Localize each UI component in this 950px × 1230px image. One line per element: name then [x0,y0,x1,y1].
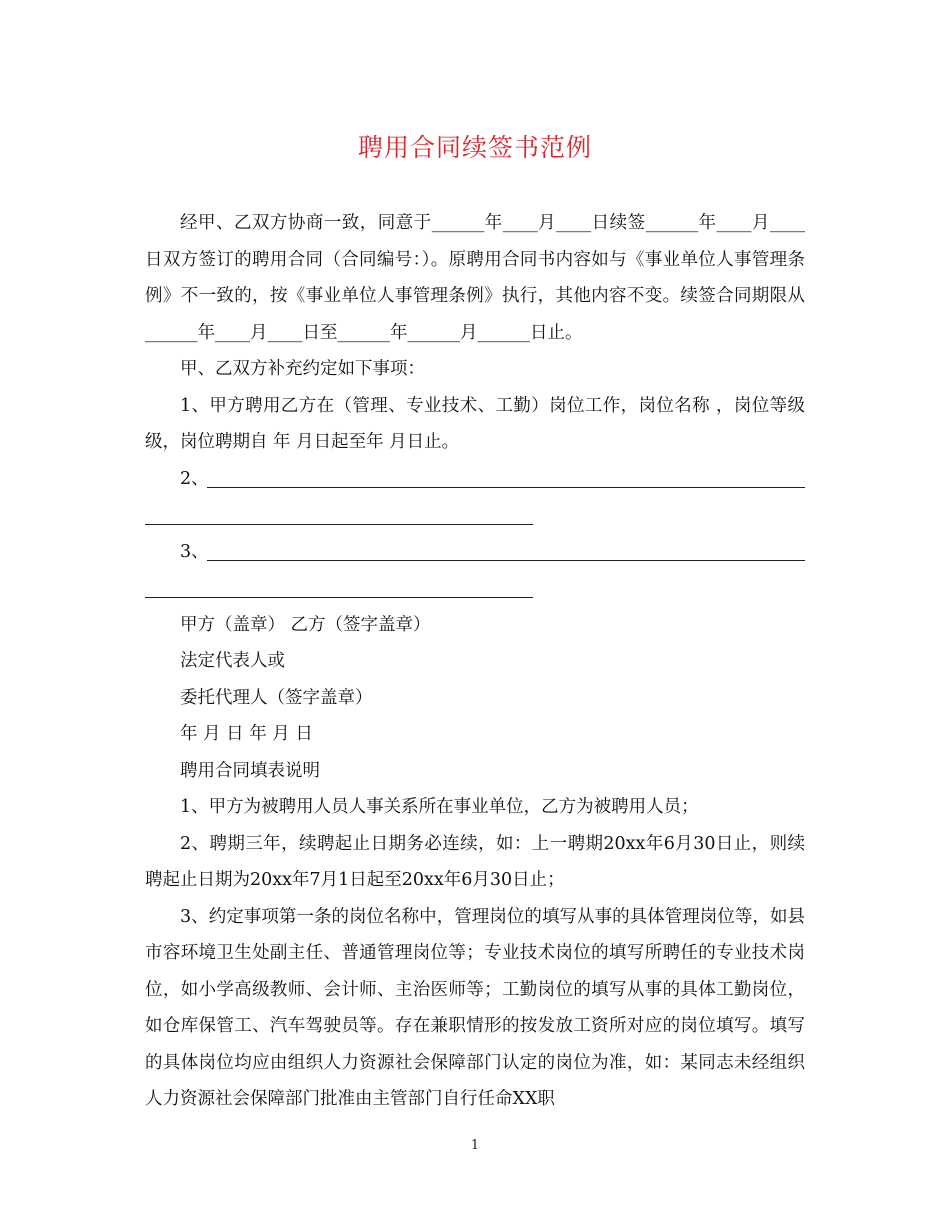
instruction-2: 2、聘期三年，续聘起止日期务必连续，如：上一聘期20xx年6月30日止，则续聘起止日期为20xx年7月1日起至20xx年6月30日止； [145,833,805,890]
item-3-underline [207,560,805,561]
item-2-underline-continued [145,524,533,525]
paragraph-renewal: 经甲、乙双方协商一致，同意于______年____月____日续签______年____月____日双方签订的聘用合同（合同编号：）。原聘用合同书内容如与《事业单位人事管理条例》不一致的，按《事业单位人事管理条例》执行，其他内容不变。续签合同期限从______年____月____日至______年______月______日止。 [145,213,805,343]
document-body [145,205,805,1118]
paragraph-supplement-intro: 甲、乙双方补充约定如下事项： [180,359,425,379]
instruction-3: 3、约定事项第一条的岗位名称中，管理岗位的填写从事的具体管理岗位等，如县市容环境卫生处副主任、普通管理岗位等；专业技术岗位的填写所聘任的专业技术岗位，如小学高级教师、会计师、主治医师等；工勤岗位的填写从事的具体工勤岗位，如仓库保管工、汽车驾驶员等。存在兼职情形的按发放工资所对应的岗位填写。填写的具体岗位均应由组织人力资源社会保障部门认定的岗位为准，如：某同志未经组织人力资源社会保障部门批准由主管部门自行任命XX职 [145,906,805,1109]
item-2-underline [207,487,805,488]
item-2-label: 2、 [180,468,209,489]
item-3-blank-line-continued [145,570,805,607]
item-2-blank-line-continued [145,497,805,534]
item-3-label: 3、 [180,541,209,562]
paragraph-item-1: 1、甲方聘用乙方在（管理、专业技术、工勤）岗位工作，岗位名称 ，岗位等级 级，岗位聘期自 年 月日起至年 月日止。 [145,395,805,452]
signature-legal-rep: 法定代表人或 [180,651,285,671]
instruction-1: 1、甲方为被聘用人员人事关系所在事业单位，乙方为被聘用人员； [180,797,699,817]
item-2-blank-line [145,461,805,498]
item-3-blank-line [145,534,805,571]
signature-agent: 委托代理人（签字盖章） [180,687,373,708]
instructions-title: 聘用合同填表说明 [180,760,320,781]
signature-parties: 甲方（盖章） 乙方（签字盖章） [180,614,431,635]
page-number: 1 [470,1138,480,1153]
document-title: 聘用合同续签书范例 [357,133,592,162]
signature-dates: 年 月 日 年 月 日 [180,724,313,744]
item-3-underline-continued [145,597,533,598]
